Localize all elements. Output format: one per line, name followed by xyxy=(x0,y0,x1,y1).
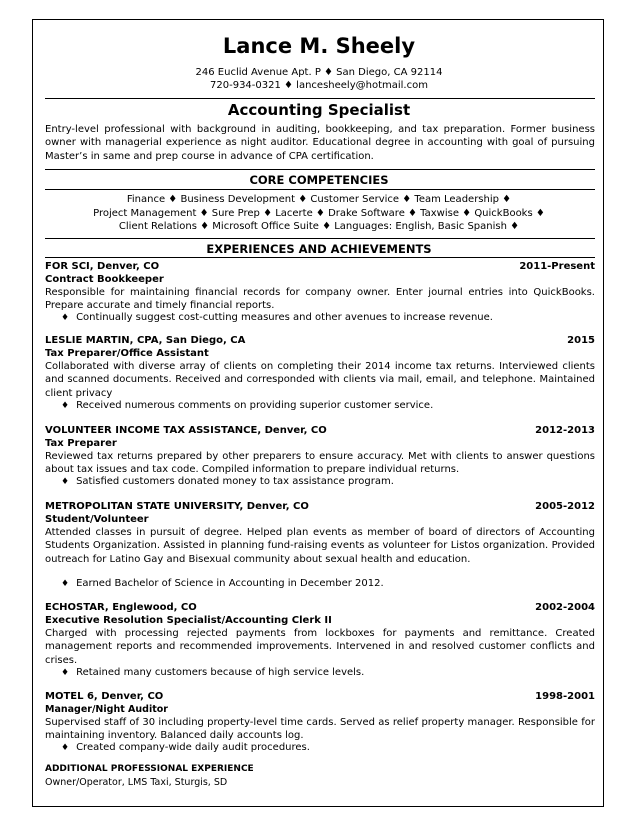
job-header xyxy=(45,425,595,436)
diamond-bullet-icon: ♦ xyxy=(61,579,70,589)
job-employer: ECHOSTAR, Englewood, CO xyxy=(45,602,197,613)
job-bullet xyxy=(61,476,394,487)
divider-top xyxy=(45,98,595,99)
job-bullet xyxy=(61,312,493,323)
job-dates: 2002-2004 xyxy=(535,602,595,613)
job-role: Tax Preparer xyxy=(45,438,117,449)
job-employer: LESLIE MARTIN, CPA, San Diego, CA xyxy=(45,335,246,346)
diamond-bullet-icon: ♦ xyxy=(61,743,70,753)
competencies-line: Project Management ♦ Sure Prep ♦ Lacerte ♦ Drake Software ♦ Taxwise ♦ QuickBooks ♦ xyxy=(93,208,545,219)
competencies-heading: CORE COMPETENCIES xyxy=(249,173,389,187)
job-role: Tax Preparer/Office Assistant xyxy=(45,348,209,359)
job-bullet-text: Created company-wide daily audit procedures. xyxy=(76,742,310,753)
resume-title: Accounting Specialist xyxy=(227,101,411,119)
job-bullet-text: Received numerous comments on providing superior customer service. xyxy=(76,400,434,411)
competencies-line: Finance ♦ Business Development ♦ Customer Service ♦ Team Leadership ♦ xyxy=(126,194,512,205)
job-header xyxy=(45,602,595,613)
job-employer: MOTEL 6, Denver, CO xyxy=(45,691,164,702)
job-bullet xyxy=(61,742,310,753)
diamond-bullet-icon: ♦ xyxy=(61,477,70,487)
job-employer: FOR SCI, Denver, CO xyxy=(45,261,160,272)
divider-competencies-top xyxy=(45,169,595,170)
job-description: Collaborated with diverse array of clients on completing their 2014 income tax returns. Interviewed clients and scanned documents. Received and corresponded with clients via mail, email, and telephone. Maintained client privacy xyxy=(45,361,595,399)
job-employer: METROPOLITAN STATE UNIVERSITY, Denver, CO xyxy=(45,501,309,512)
job-bullet-text: Earned Bachelor of Science in Accounting in December 2012. xyxy=(76,578,384,589)
job-bullet-text: Retained many customers because of high service levels. xyxy=(76,667,365,678)
job-dates: 2011-Present xyxy=(519,261,595,272)
job-description: Attended classes in pursuit of degree. Helped plan events as member of board of directors of Accounting Students Organization. Assisted in planning fund-raising events as volunteer for Listos organization. Provided outreach for Latino Gay and Bisexual community about sexual health and education. xyxy=(45,527,595,565)
job-header xyxy=(45,691,595,702)
job-dates: 2005-2012 xyxy=(535,501,595,512)
job-bullet xyxy=(61,578,384,589)
divider-experience-bottom xyxy=(45,257,595,258)
additional-experience-heading: ADDITIONAL PROFESSIONAL EXPERIENCE xyxy=(45,764,254,774)
job-description: Charged with processing rejected payments from lockboxes for payments and remittance. Created management reports and recommended improvements. Intervened in and resolved customer conflicts and crises. xyxy=(45,628,595,666)
job-header xyxy=(45,335,595,346)
job-description: Supervised staff of 30 including property-level time cards. Served as relief property manager. Responsible for maintaining inventory. Balanced daily accounts log. xyxy=(45,717,595,742)
divider-experience-top xyxy=(45,238,595,239)
job-employer: VOLUNTEER INCOME TAX ASSISTANCE, Denver, CO xyxy=(45,425,327,436)
job-role: Student/Volunteer xyxy=(45,514,149,525)
divider-competencies-bottom xyxy=(45,189,595,190)
candidate-name: Lance M. Sheely xyxy=(222,34,416,58)
job-description: Responsible for maintaining financial records for company owner. Enter journal entries into QuickBooks. Prepare accurate and timely financial reports. xyxy=(45,287,595,312)
job-dates: 2012-2013 xyxy=(535,425,595,436)
address-line: 246 Euclid Avenue Apt. P ♦ San Diego, CA 92114 xyxy=(195,67,443,78)
job-dates: 2015 xyxy=(567,335,595,346)
diamond-bullet-icon: ♦ xyxy=(61,401,70,411)
job-bullet xyxy=(61,667,364,678)
additional-experience-text: Owner/Operator, LMS Taxi, Sturgis, SD xyxy=(45,777,228,788)
contact-line: 720-934-0321 ♦ lancesheely@hotmail.com xyxy=(210,80,428,91)
job-bullet-text: Continually suggest cost-cutting measures and other avenues to increase revenue. xyxy=(76,312,493,323)
job-dates: 1998-2001 xyxy=(535,691,595,702)
job-description: Reviewed tax returns prepared by other preparers to ensure accuracy. Met with clients to answer questions about tax issues and tax code. Compiled information to prepare individual returns. xyxy=(45,451,595,476)
diamond-bullet-icon: ♦ xyxy=(61,668,70,678)
job-bullet-text: Satisfied customers donated money to tax assistance program. xyxy=(76,476,394,487)
job-bullet xyxy=(61,400,433,411)
job-role: Contract Bookkeeper xyxy=(45,274,164,285)
diamond-bullet-icon: ♦ xyxy=(61,313,70,323)
job-role: Executive Resolution Specialist/Accounting Clerk II xyxy=(45,615,332,626)
job-header xyxy=(45,261,595,272)
job-role: Manager/Night Auditor xyxy=(45,704,168,715)
competencies-line: Client Relations ♦ Microsoft Office Suite ♦ Languages: English, Basic Spanish ♦ xyxy=(118,221,520,232)
job-header xyxy=(45,501,595,512)
experience-heading: EXPERIENCES AND ACHIEVEMENTS xyxy=(206,242,432,256)
summary-paragraph: Entry-level professional with background in auditing, bookkeeping, and tax preparation. Former business owner with managerial experience as night auditor. Educational degree in accounting with goal of pursuing Master’s in same and prep course in advance of CPA certification. xyxy=(45,124,595,162)
